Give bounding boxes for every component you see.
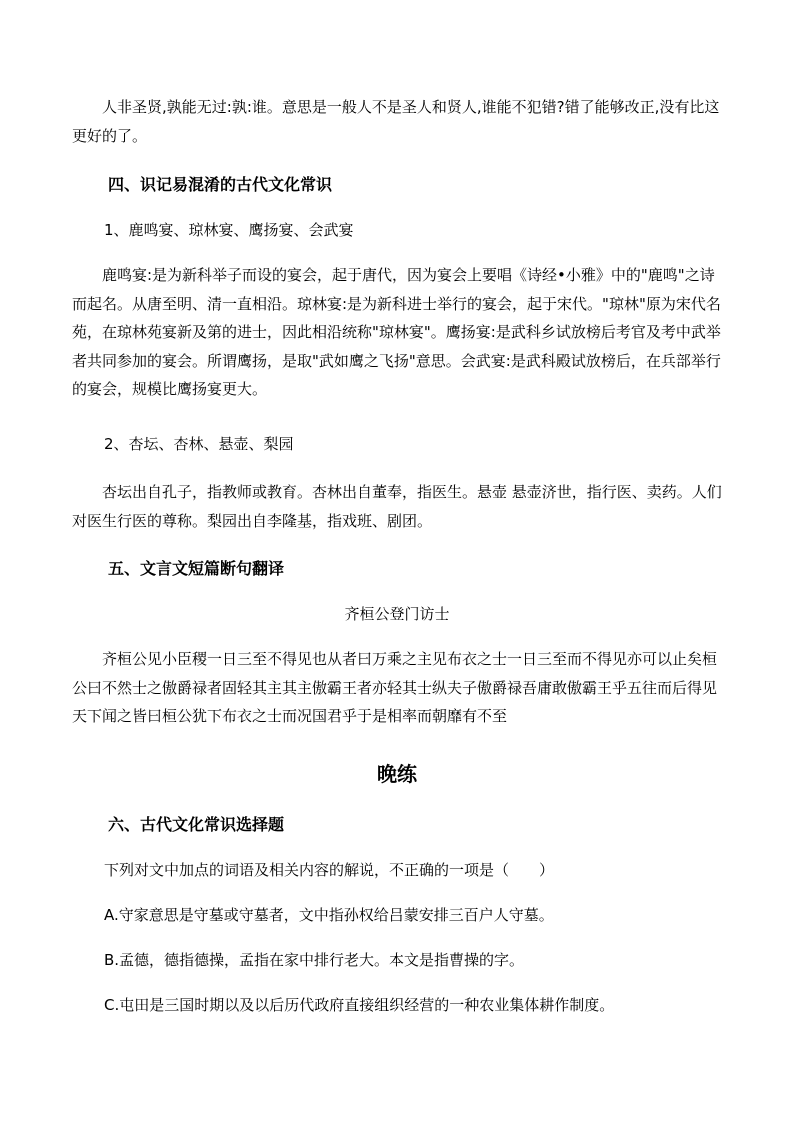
paragraph-banquets: 鹿鸣宴:是为新科举子而设的宴会，起于唐代，因为宴会上要唱《诗经•小雅》中的"鹿鸣"之诗而起名。从唐至明、清一直相沿。琼林宴:是为新科进士举行的宴会，起于宋代。"琼林"原为宋代名苑，在琼林苑宴新及第的进士，因此相沿统称"琼林宴"。鹰扬宴:是武科乡试放榜后考官及考中武举者共同参加的宴会。所谓鹰扬，是取"武如鹰之飞扬"意思。会武宴:是武科殿试放榜后，在兵部举行的宴会，规模比鹰扬宴更大。 — [72, 266, 721, 398]
list-item-banquets: 1、鹿鸣宴、琼林宴、鹰扬宴、会武宴 — [104, 221, 354, 239]
article-title: 齐桓公登门访士 — [344, 605, 450, 623]
section-heading-4: 四、识记易混淆的古代文化常识 — [108, 175, 333, 194]
option-b: B.孟德，德指德操，孟指在家中排行老大。本文是指曹操的字。 — [104, 951, 525, 969]
paragraph-medicine-terms: 杏坛出自孔子，指教师或教育。杏林出自董奉，指医生。悬壶 悬壶济世，指行医、卖药。人们对医生行医的尊称。梨园出自李隆基，指戏班、剧团。 — [72, 483, 722, 530]
section-title-evening-practice: 晚练 — [377, 762, 417, 786]
paragraph-unpunctuated-text: 齐桓公见小臣稷一日三至不得见也从者曰万乘之主见布衣之士一日三至而不得见亦可以止矣桓公曰不然士之傲爵禄者固轻其主其主傲霸王者亦轻其士纵夫子傲爵禄吾庸敢傲霸王乎五往而后得见天下闻之皆曰桓公犹下布衣之士而况国君乎于是相率而朝靡有不至 — [72, 650, 718, 725]
section-heading-6: 六、古代文化常识选择题 — [108, 815, 285, 834]
list-item-medicine-terms: 2、杏坛、杏林、悬壶、梨园 — [104, 435, 294, 453]
paragraph-sages: 人非圣贤,孰能无过:孰:谁。意思是一般人不是圣人和贤人,谁能不犯错?错了能够改正,没有比这更好的了。 — [72, 98, 720, 145]
option-a: A.守家意思是守墓或守墓者，文中指孙权给吕蒙安排三百户人守墓。 — [104, 906, 554, 924]
question-stem: 下列对文中加点的词语及相关内容的解说，不正确的一项是（ ） — [104, 861, 555, 879]
option-c: C.屯田是三国时期以及以后历代政府直接组织经营的一种农业集体耕作制度。 — [104, 996, 615, 1014]
section-heading-5: 五、文言文短篇断句翻译 — [108, 559, 285, 578]
